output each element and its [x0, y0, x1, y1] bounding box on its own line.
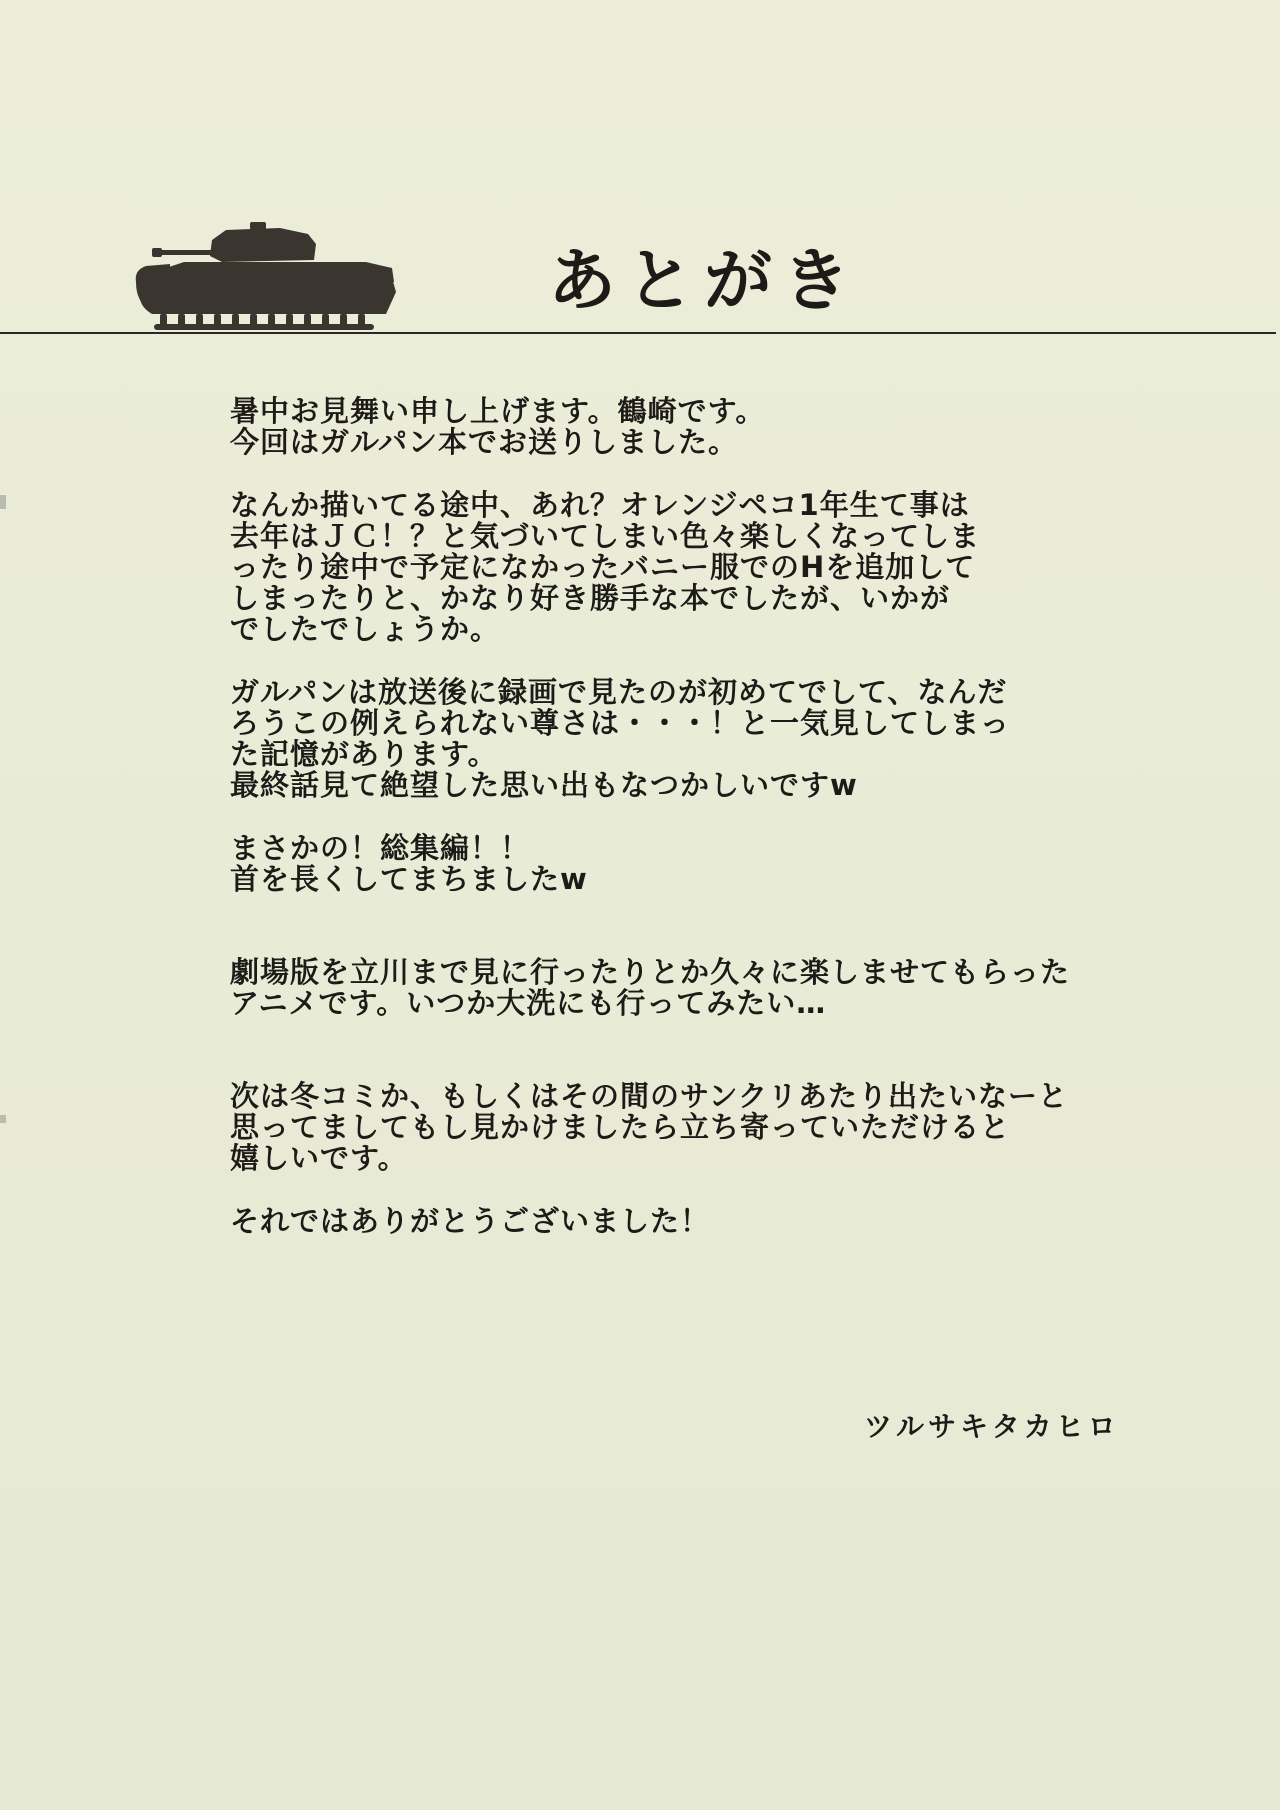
paragraph	[230, 396, 1230, 458]
text-line: ガルパンは放送後に録画で見たのが初めてでして、なんだ	[230, 675, 1008, 709]
text-line: アニメです。いつか大洗にも行ってみたい…	[230, 986, 827, 1020]
text-line: 最終話見て絶望した思い出もなつかしいですw	[230, 768, 858, 802]
text-line: た記憶があります。	[230, 737, 498, 771]
text-line: なんか描いてる途中、あれ？オレンジペコ1年生て事は	[230, 488, 970, 522]
text-line: 首を長くしてまちましたw	[230, 862, 588, 896]
text-line: でしたでしょうか。	[230, 612, 501, 646]
scan-edge-mark	[0, 495, 6, 509]
paragraph	[230, 833, 1230, 895]
text-line: しまったりと、かなり好き勝手な本でしたが、いかが	[230, 581, 951, 615]
scan-edge-mark	[0, 1115, 6, 1123]
text-line: ったり途中で予定になかったバニー服でのHを追加して	[230, 550, 976, 584]
paragraph	[230, 490, 1230, 645]
text-line: 去年はＪＣ！？と気づいてしまい色々楽しくなってしま	[230, 519, 981, 553]
afterword-body	[230, 396, 1230, 1237]
text-line: 次は冬コミか、もしくはその間のサンクリあたり出たいなーと	[230, 1079, 1068, 1113]
text-line: まさかの！総集編！！	[230, 831, 531, 865]
text-line: それではありがとうございました！	[230, 1204, 711, 1238]
paragraph	[230, 677, 1230, 801]
text-line: 嬉しいです。	[230, 1141, 408, 1175]
text-line: 思ってましてもし見かけましたら立ち寄っていただけると	[230, 1110, 1011, 1144]
author-signature: ツルサキタカヒロ	[864, 1410, 1120, 1443]
text-line: ろうこの例えられない尊さは・・・！と一気見してしまっ	[230, 706, 1011, 740]
paragraph	[230, 1081, 1230, 1174]
page-title: あとがき	[548, 242, 861, 321]
header-divider	[0, 332, 1276, 334]
text-line: 暑中お見舞い申し上げます。鶴崎です。	[230, 394, 766, 428]
paragraph	[230, 1206, 1230, 1237]
tank-silhouette-icon	[130, 222, 400, 334]
text-line: 劇場版を立川まで見に行ったりとか久々に楽しませてもらった	[230, 955, 1071, 989]
text-line: 今回はガルパン本でお送りしました。	[230, 425, 738, 459]
paragraph	[230, 957, 1230, 1019]
